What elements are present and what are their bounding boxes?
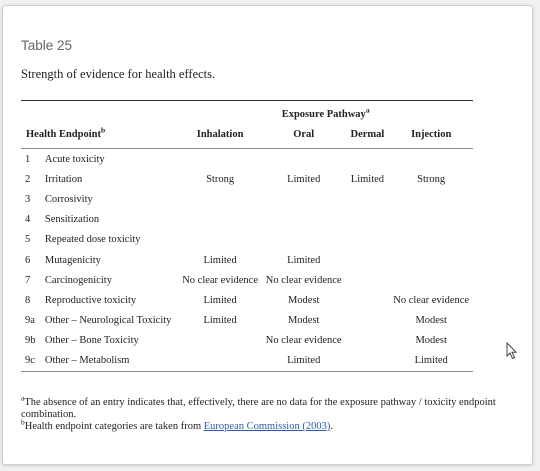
table-row (21, 311, 473, 331)
cell-num: 4 (25, 214, 31, 226)
cell-num: 8 (25, 294, 31, 306)
cell-inhalation: Limited (203, 254, 237, 266)
cell-injection: Limited (414, 355, 448, 367)
cell-inhalation: Limited (203, 315, 237, 327)
cell-endpoint: Corrosivity (44, 193, 93, 205)
cell-oral: Limited (287, 254, 321, 266)
cell-inhalation (178, 230, 262, 250)
col-header-injection: Injection (411, 128, 452, 140)
table-row (21, 331, 473, 351)
header-columns-row (21, 120, 473, 149)
cell-num: 9b (25, 335, 36, 347)
table-row (21, 189, 473, 209)
cell-inhalation (178, 331, 262, 351)
cell-endpoint: Mutagenicity (44, 254, 101, 266)
cell-dermal (345, 311, 389, 331)
col-header-dermal: Dermal (350, 128, 385, 140)
cell-oral: Limited (287, 173, 321, 185)
cell-num: 2 (25, 173, 31, 185)
exposure-pathway-header: Exposure Pathway$^a$ (178, 101, 473, 121)
cell-endpoint: Reproductive toxicity (44, 294, 137, 306)
cell-dermal (345, 331, 389, 351)
cell-num: 9a (25, 315, 35, 327)
footnotes (21, 393, 511, 433)
cell-num: 5 (25, 234, 31, 246)
cell-endpoint: Acute toxicity (44, 153, 105, 165)
cell-num: 6 (25, 254, 31, 266)
table-row (21, 290, 473, 310)
cell-oral: Modest (287, 294, 320, 306)
cell-num: 1 (25, 153, 31, 165)
table-caption: Strength of evidence for health effects. (21, 67, 216, 81)
table-label: Table 25 (21, 38, 73, 53)
cell-oral (262, 230, 346, 250)
table-row (21, 270, 473, 290)
table-row (21, 250, 473, 270)
table-row (21, 210, 473, 230)
evidence-table (21, 100, 473, 372)
cell-dermal (345, 189, 389, 209)
cell-endpoint: Other – Bone Toxicity (44, 335, 139, 347)
cell-injection (389, 270, 473, 290)
col-header-oral: Oral (293, 128, 315, 140)
cell-dermal (345, 149, 389, 170)
text-cursor-icon (506, 342, 518, 360)
table-row (21, 149, 473, 170)
footnote-a: $^a$The absence of an entry indicates that, effectively, there are no data for the exposure pathway / toxicity endpoint combination. (21, 393, 496, 420)
cell-dermal (345, 351, 389, 372)
cell-oral: No clear evidence (265, 274, 342, 286)
cell-dermal (345, 210, 389, 230)
cell-inhalation (178, 149, 262, 170)
cell-oral (262, 189, 346, 209)
cell-endpoint: Other – Neurological Toxicity (44, 315, 172, 327)
cell-oral: Modest (287, 315, 320, 327)
cell-dermal (345, 250, 389, 270)
table-row (21, 351, 473, 372)
cell-inhalation: Strong (206, 173, 235, 185)
cell-injection (389, 250, 473, 270)
cell-oral: Limited (287, 355, 321, 367)
cell-injection (389, 149, 473, 170)
cell-injection (389, 210, 473, 230)
cell-inhalation (178, 351, 262, 372)
cell-injection (389, 230, 473, 250)
cell-endpoint: Repeated dose toxicity (44, 234, 141, 246)
footnote-ref-a: a (365, 105, 370, 115)
cell-num: 7 (25, 274, 31, 286)
cell-endpoint: Sensitization (44, 214, 100, 226)
health-endpoint-header: Health Endpoint$^b$ (26, 125, 106, 140)
header-group-row (21, 101, 473, 121)
cell-injection: Modest (415, 335, 447, 347)
cell-oral: No clear evidence (265, 335, 342, 347)
cell-injection (389, 189, 473, 209)
cell-inhalation (178, 210, 262, 230)
cell-endpoint: Irritation (44, 173, 83, 185)
cell-inhalation: No clear evidence (182, 274, 258, 286)
table-card (2, 5, 533, 465)
cell-oral (262, 210, 346, 230)
table-row (21, 169, 473, 189)
cell-dermal (345, 290, 389, 310)
cell-injection: Strong (417, 173, 446, 185)
european-commission-link[interactable]: European Commission (2003) (203, 421, 331, 432)
cell-inhalation: Limited (203, 294, 237, 306)
cell-num: 3 (25, 193, 31, 205)
footnote-ref-b: b (100, 125, 106, 134)
cell-endpoint: Carcinogenicity (44, 274, 112, 286)
cell-injection: Modest (415, 315, 447, 327)
footnote-b: $^b$Health endpoint categories are taken from European Commission (2003). (21, 417, 333, 432)
cell-endpoint: Other – Metabolism (44, 355, 130, 367)
table-row (21, 230, 473, 250)
cell-dermal: Limited (350, 173, 385, 185)
col-header-inhalation: Inhalation (196, 128, 244, 140)
cell-dermal (345, 230, 389, 250)
cell-num: 9c (25, 355, 35, 367)
cell-oral (262, 149, 346, 170)
cell-injection: No clear evidence (393, 294, 470, 306)
cell-dermal (345, 270, 389, 290)
cell-inhalation (178, 189, 262, 209)
table-body (21, 149, 473, 372)
